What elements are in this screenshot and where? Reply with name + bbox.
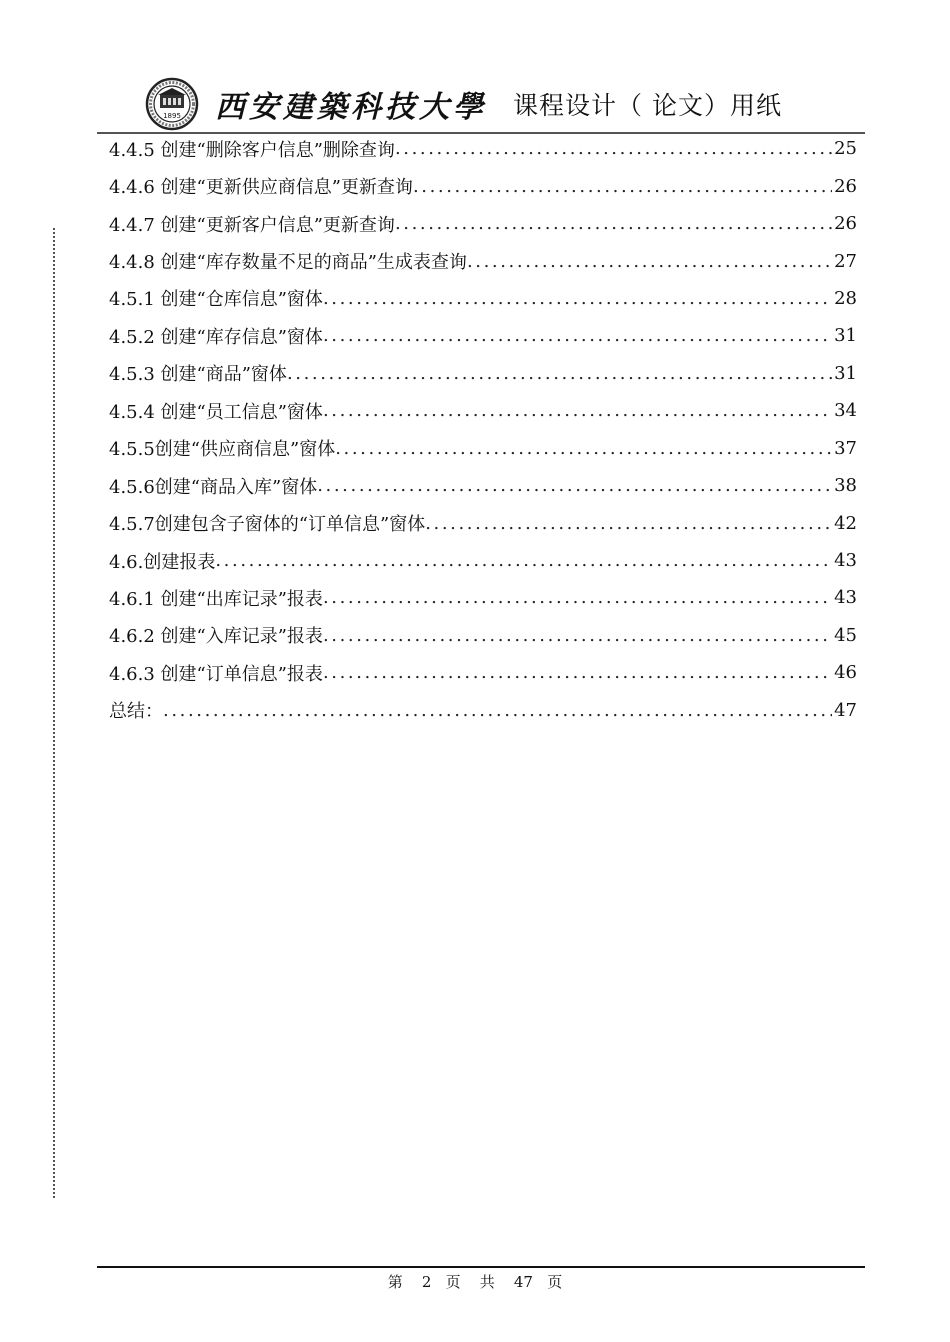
footer-current-page: 2 xyxy=(421,1273,432,1291)
toc-entry[interactable] xyxy=(109,242,857,279)
toc-entry[interactable] xyxy=(109,504,857,541)
toc-entry-title: 4.5.3 创建“商品”窗体 xyxy=(109,364,287,386)
toc-entry-title: 4.5.2 创建“库存信息”窗体 xyxy=(109,326,323,348)
toc-entry-title: 4.6.1 创建“出库记录”报表 xyxy=(109,588,323,610)
footer-prefix: 第 xyxy=(387,1273,403,1291)
page-header xyxy=(145,76,845,132)
toc-entry[interactable] xyxy=(109,317,857,354)
paper-title: 课程设计（ 论文）用纸 xyxy=(513,91,782,120)
toc-entry-title: 4.4.5 创建“删除客户信息”删除查询 xyxy=(109,139,395,161)
toc-dot-leader xyxy=(413,176,832,197)
toc-entry-page: 31 xyxy=(834,362,857,384)
toc-dot-leader xyxy=(317,475,832,496)
toc-entry[interactable] xyxy=(109,280,857,317)
toc-entry-title: 4.6.创建报表 xyxy=(109,551,216,573)
toc-entry-page: 47 xyxy=(834,699,857,721)
footer-page-word-end: 页 xyxy=(547,1273,563,1291)
toc-entry-title: 4.6.3 创建“订单信息”报表 xyxy=(109,663,323,685)
toc-dot-leader xyxy=(215,550,832,571)
toc-entry-page: 42 xyxy=(834,512,857,534)
toc-dot-leader xyxy=(323,400,832,421)
toc-dot-leader xyxy=(467,251,832,272)
toc-dot-leader xyxy=(395,213,832,234)
toc-entry-page: 43 xyxy=(834,587,857,609)
toc-entry-title: 4.4.6 创建“更新供应商信息”更新查询 xyxy=(109,177,413,199)
toc-dot-leader xyxy=(425,513,832,534)
toc-entry[interactable] xyxy=(109,579,857,616)
toc-dot-leader xyxy=(287,363,832,384)
toc-entry[interactable] xyxy=(109,167,857,204)
toc-entry[interactable] xyxy=(109,692,857,729)
toc-entry-title: 4.5.4 创建“员工信息”窗体 xyxy=(109,401,323,423)
toc-dot-leader xyxy=(163,700,832,721)
toc-entry-title: 4.4.8 创建“库存数量不足的商品”生成表查询 xyxy=(109,252,467,274)
toc-entry-title: 4.5.6创建“商品入库”窗体 xyxy=(109,476,318,498)
binding-dotted-line xyxy=(53,228,55,1198)
toc-entry-title: 4.4.7 创建“更新客户信息”更新查询 xyxy=(109,214,395,236)
university-seal-icon xyxy=(145,77,199,131)
toc-dot-leader xyxy=(323,587,832,608)
toc-entry-title: 4.6.2 创建“入库记录”报表 xyxy=(109,626,323,648)
toc-entry[interactable] xyxy=(109,542,857,579)
page-footer xyxy=(0,1271,950,1292)
toc-entry[interactable] xyxy=(109,654,857,691)
toc-entry[interactable] xyxy=(109,355,857,392)
toc-entry-page: 25 xyxy=(834,138,857,160)
toc-entry-page: 45 xyxy=(834,624,857,646)
toc-entry-page: 27 xyxy=(834,250,857,272)
toc-entry-page: 34 xyxy=(834,400,857,422)
toc-entry-page: 38 xyxy=(834,475,857,497)
toc-entry[interactable] xyxy=(109,130,857,167)
toc-entry-page: 31 xyxy=(834,325,857,347)
toc-entry-page: 37 xyxy=(834,437,857,459)
toc-entry-title: 4.5.7创建包含子窗体的“订单信息”窗体 xyxy=(109,514,426,536)
toc-entry[interactable] xyxy=(109,467,857,504)
toc-dot-leader xyxy=(323,625,832,646)
toc-entry-page: 26 xyxy=(834,175,857,197)
university-name: 西安建築科技大學 xyxy=(215,90,487,125)
svg-text:1895: 1895 xyxy=(163,112,181,120)
toc-entry-title: 4.5.1 创建“仓库信息”窗体 xyxy=(109,289,323,311)
toc-entry-page: 43 xyxy=(834,550,857,572)
toc-entry[interactable] xyxy=(109,430,857,467)
table-of-contents xyxy=(109,130,857,729)
toc-entry[interactable] xyxy=(109,617,857,654)
toc-entry-title: 总结： xyxy=(109,701,163,723)
footer-total-word: 共 xyxy=(479,1273,495,1291)
toc-dot-leader xyxy=(323,288,832,309)
toc-entry-page: 28 xyxy=(834,287,857,309)
toc-entry-page: 26 xyxy=(834,213,857,235)
toc-entry-page: 46 xyxy=(834,662,857,684)
footer-page-word: 页 xyxy=(445,1273,461,1291)
footer-total-pages: 47 xyxy=(513,1273,533,1291)
toc-dot-leader xyxy=(395,138,832,159)
toc-entry-title: 4.5.5创建“供应商信息”窗体 xyxy=(109,439,336,461)
footer-divider xyxy=(97,1266,865,1268)
toc-entry[interactable] xyxy=(109,392,857,429)
toc-entry[interactable] xyxy=(109,205,857,242)
toc-dot-leader xyxy=(323,325,832,346)
toc-dot-leader xyxy=(335,438,832,459)
toc-dot-leader xyxy=(323,662,832,683)
